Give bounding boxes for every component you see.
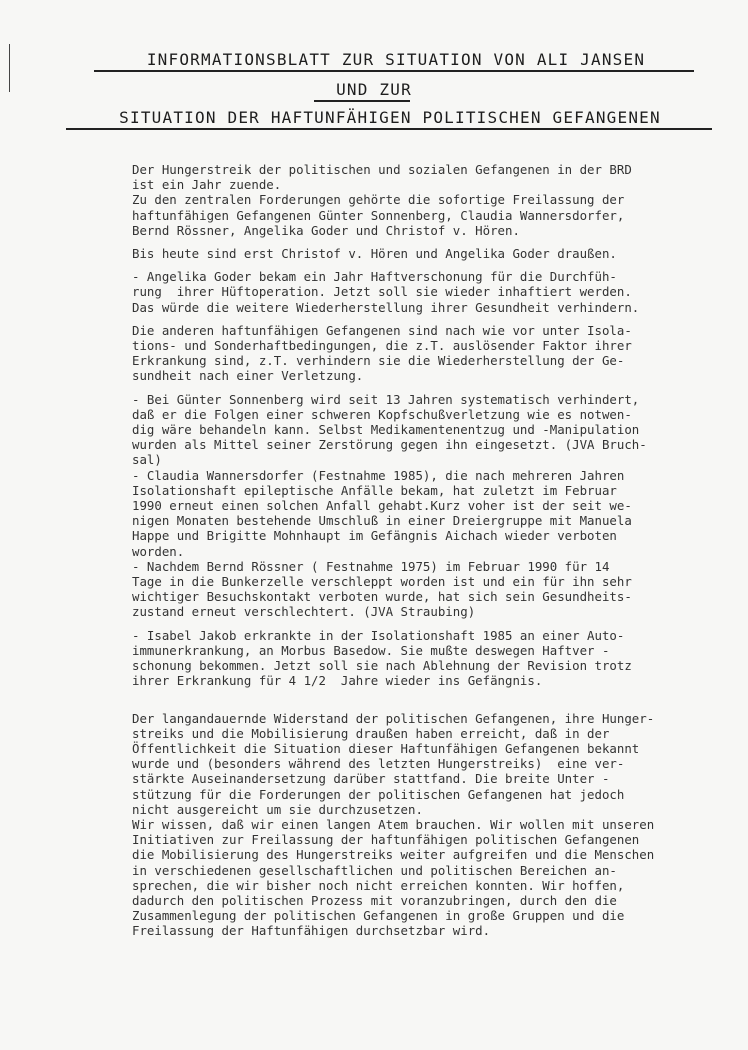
text-line: nicht ausgereicht um sie durchzusetzen. (132, 801, 423, 817)
text-line: sundheit nach einer Verletzung. (132, 368, 364, 384)
text-line: stützung für die Forderungen der politischen Gefangenen hat jedoch (132, 786, 625, 802)
text-line: dadurch den politischen Prozess mit voranzubringen, durch den die (132, 892, 617, 908)
text-line: Zusammenlegung der politischen Gefangenen in große Gruppen und die (132, 908, 625, 924)
paragraph (132, 628, 652, 689)
text-line: Die anderen haftunfähigen Gefangenen sind nach wie vor unter Isola- (132, 322, 632, 338)
text-line: immunerkrankung, an Morbus Basedow. Sie mußte deswegen Haftver - (132, 642, 610, 658)
text-line: sal) (132, 452, 162, 468)
paragraph (132, 468, 652, 559)
text-line: haftunfähigen Gefangenen Günter Sonnenberg, Claudia Wannersdorfer, (132, 207, 625, 223)
text-line: Wir wissen, daß wir einen langen Atem brauchen. Wir wollen mit unseren (132, 816, 655, 832)
text-line: ihrer Erkrankung für 4 1/2 Jahre wieder ins Gefängnis. (132, 673, 543, 689)
text-line: Bernd Rössner, Angelika Goder und Christof v. Hören. (132, 222, 520, 238)
text-line: - Isabel Jakob erkrankte in der Isolationshaft 1985 an einer Auto- (132, 627, 625, 643)
paragraph (132, 392, 652, 468)
text-line: wurde und (besonders während des letzten Hungerstreiks) eine ver- (132, 756, 625, 772)
text-line: worden. (132, 543, 185, 559)
text-line: rung ihrer Hüftoperation. Jetzt soll sie wieder inhaftiert werden. (132, 284, 632, 300)
title-underline-3 (66, 128, 712, 130)
text-line: wichtiger Besuchskontakt verboten wurde, hat sich sein Gesundheits- (132, 589, 632, 605)
text-line: dig wäre behandeln kann. Selbst Medikamentenentzug und -Manipulation (132, 422, 640, 438)
text-line: wurden als Mittel seiner Zerstörung gegen ihn eingesetzt. (JVA Bruch- (132, 437, 647, 453)
paragraph (132, 710, 655, 939)
paragraph (132, 559, 652, 620)
text-line: tions- und Sonderhaftbedingungen, die z.T. auslösender Faktor ihrer (132, 338, 632, 354)
paragraph (132, 162, 652, 238)
text-line: streiks und die Mobilisierung draußen haben erreicht, daß in der (132, 725, 610, 741)
title-line-3: SITUATION DER HAFTUNFÄHIGEN POLITISCHEN GEFANGENEN (119, 108, 661, 127)
text-line: - Bei Günter Sonnenberg wird seit 13 Jahren systematisch verhindert, (132, 391, 640, 407)
text-line: Öffentlichkeit die Situation dieser Haftunfähigen Gefangenen bekannt (132, 740, 640, 756)
paragraph (132, 269, 652, 315)
text-line: Der Hungerstreik der politischen und sozialen Gefangenen in der BRD (132, 162, 632, 177)
paragraph-gap (132, 697, 652, 711)
text-line: zustand erneut verschlechtert. (JVA Straubing) (132, 604, 476, 620)
text-line: Der langandauernde Widerstand der politischen Gefangenen, ihre Hunger- (132, 710, 655, 726)
text-line: Freilassung der Haftunfähigen durchsetzbar wird. (132, 923, 491, 939)
text-line: - Nachdem Bernd Rössner ( Festnahme 1975) im Februar 1990 für 14 (132, 558, 610, 574)
text-line: die Mobilisierung des Hungerstreiks weiter aufgreifen und die Menschen (132, 847, 655, 863)
text-line: Das würde die weitere Wiederherstellung ihrer Gesundheit verhindern. (132, 299, 640, 315)
text-line: stärkte Auseinandersetzung darüber stattfand. Die breite Unter - (132, 771, 610, 787)
text-line: schonung bekommen. Jetzt soll sie nach Ablehnung der Revision trotz (132, 658, 632, 674)
paragraph (132, 246, 652, 261)
paragraph (132, 323, 652, 384)
title-line-1: INFORMATIONSBLATT ZUR SITUATION VON ALI JANSEN (146, 50, 646, 69)
text-line: Tage in die Bunkerzelle verschleppt worden ist und ein für ihn sehr (132, 574, 632, 590)
text-line: Isolationshaft epileptische Anfälle bekam, hat zuletzt im Februar (132, 482, 617, 498)
text-line: Bis heute sind erst Christof v. Hören und Angelika Goder draußen. (132, 246, 617, 262)
text-line: - Angelika Goder bekam ein Jahr Haftverschonung für die Durchfüh- (132, 269, 617, 285)
document-body (132, 162, 655, 947)
title-underline-2 (314, 100, 410, 102)
text-line: - Claudia Wannersdorfer (Festnahme 1985), die nach mehreren Jahren (132, 467, 625, 483)
text-line: nigen Monaten bestehende Umschluß in einer Dreiergruppe mit Manuela (132, 513, 632, 529)
title-underline-1 (94, 70, 694, 72)
text-line: daß er die Folgen einer schweren Kopfschußverletzung wie es notwen- (132, 406, 632, 422)
text-line: ist ein Jahr zuende. (132, 177, 282, 193)
text-line: Zu den zentralen Forderungen gehörte die sofortige Freilassung der (132, 192, 625, 208)
text-line: Initiativen zur Freilassung der haftunfähigen politischen Gefangenen (132, 832, 640, 848)
text-line: Happe und Brigitte Mohnhaupt im Gefängnis Aichach wieder verboten (132, 528, 617, 544)
title-line-2: UND ZUR (336, 80, 412, 99)
text-line: Erkrankung sind, z.T. verhindern sie die Wiederherstellung der Ge- (132, 353, 625, 369)
text-line: 1990 erneut einen solchen Anfall gehabt.Kurz voher ist der seit we- (132, 498, 632, 514)
text-line: sprechen, die wir bisher noch nicht erreichen konnten. Wir hoffen, (132, 877, 625, 893)
text-line: in verschiedenen gesellschaftlichen und politischen Bereichen an- (132, 862, 617, 878)
